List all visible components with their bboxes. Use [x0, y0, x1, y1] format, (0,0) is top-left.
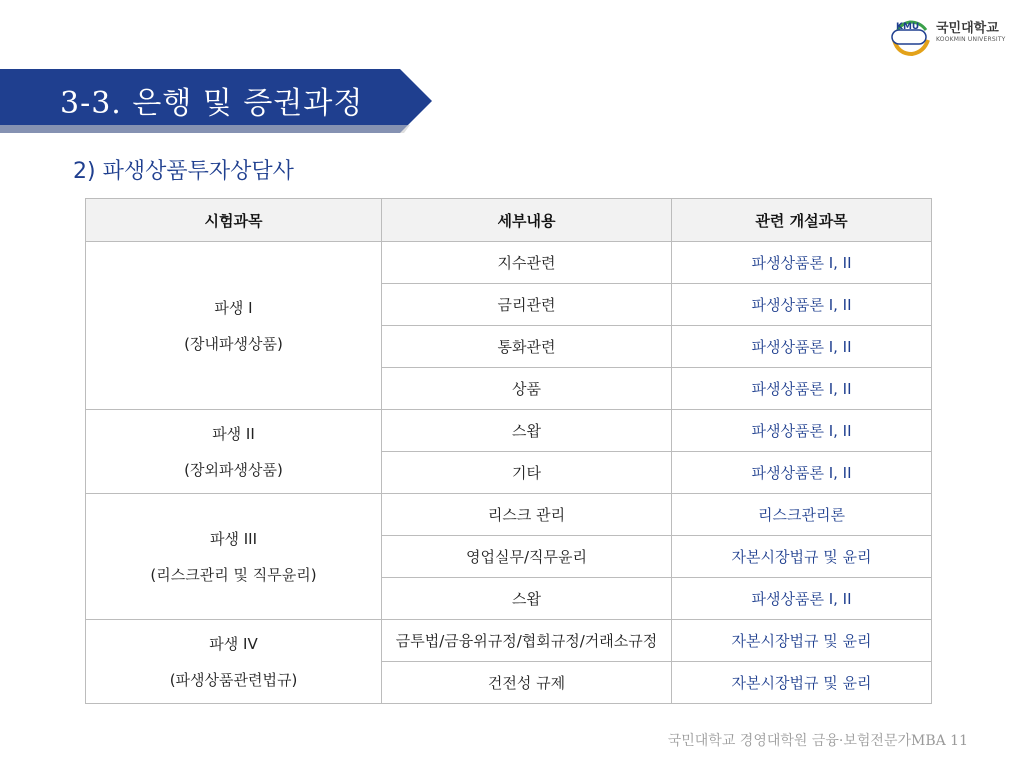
section-subtitle: 2) 파생상품투자상담사 — [73, 159, 294, 184]
course-cell: 자본시장법규 및 윤리 — [672, 620, 932, 662]
course-cell: 파생상품론 I, II — [672, 326, 932, 368]
table-row — [86, 494, 932, 536]
course-cell: 파생상품론 I, II — [672, 578, 932, 620]
detail-cell: 금투법/금융위규정/협회규정/거래소규정 — [382, 620, 672, 662]
table-row — [86, 410, 932, 452]
logo-name-en: KOOKMIN UNIVERSITY — [936, 36, 1006, 43]
course-cell: 자본시장법규 및 윤리 — [672, 662, 932, 704]
header-exam-subject: 시험과목 — [86, 199, 382, 242]
course-cell: 파생상품론 I, II — [672, 410, 932, 452]
subject-name: 파생 II — [212, 424, 255, 443]
exam-subject-table — [85, 198, 932, 704]
subject-name: 파생 III — [209, 529, 258, 548]
header-detail: 세부내용 — [382, 199, 672, 242]
detail-cell: 건전성 규제 — [382, 662, 672, 704]
course-cell: 파생상품론 I, II — [672, 452, 932, 494]
subject-cell — [86, 410, 382, 494]
subject-desc: (장외파생상품) — [184, 460, 283, 479]
detail-cell: 상품 — [382, 368, 672, 410]
course-cell: 파생상품론 I, II — [672, 242, 932, 284]
table-header-row — [86, 199, 932, 242]
course-cell: 자본시장법규 및 윤리 — [672, 536, 932, 578]
subject-name: 파생 IV — [209, 634, 258, 653]
page-title: 3-3. 은행 및 증권과정 — [60, 86, 364, 121]
detail-cell: 리스크 관리 — [382, 494, 672, 536]
subject-cell — [86, 494, 382, 620]
logo-badge: KMU — [896, 22, 920, 32]
logo-name: 국민대학교 — [936, 21, 999, 36]
page-footer: 국민대학교 경영대학원 금융·보험전문가MBA 11 — [667, 733, 968, 749]
detail-cell: 지수관련 — [382, 242, 672, 284]
detail-cell: 기타 — [382, 452, 672, 494]
detail-cell: 영업실무/직무윤리 — [382, 536, 672, 578]
header-related-course: 관련 개설과목 — [672, 199, 932, 242]
subject-name: 파생 I — [214, 298, 253, 317]
subject-desc: (파생상품관련법규) — [169, 670, 298, 689]
course-cell: 파생상품론 I, II — [672, 368, 932, 410]
detail-cell: 스왑 — [382, 578, 672, 620]
table-row — [86, 242, 932, 284]
detail-cell: 금리관련 — [382, 284, 672, 326]
subject-desc: (장내파생상품) — [184, 334, 283, 353]
detail-cell: 스왑 — [382, 410, 672, 452]
course-cell: 리스크관리론 — [672, 494, 932, 536]
kmu-emblem-icon — [888, 14, 932, 58]
course-cell: 파생상품론 I, II — [672, 284, 932, 326]
subject-desc: (리스크관리 및 직무윤리) — [150, 565, 317, 584]
subject-cell — [86, 620, 382, 704]
table-row — [86, 620, 932, 662]
detail-cell: 통화관련 — [382, 326, 672, 368]
subject-cell — [86, 242, 382, 410]
